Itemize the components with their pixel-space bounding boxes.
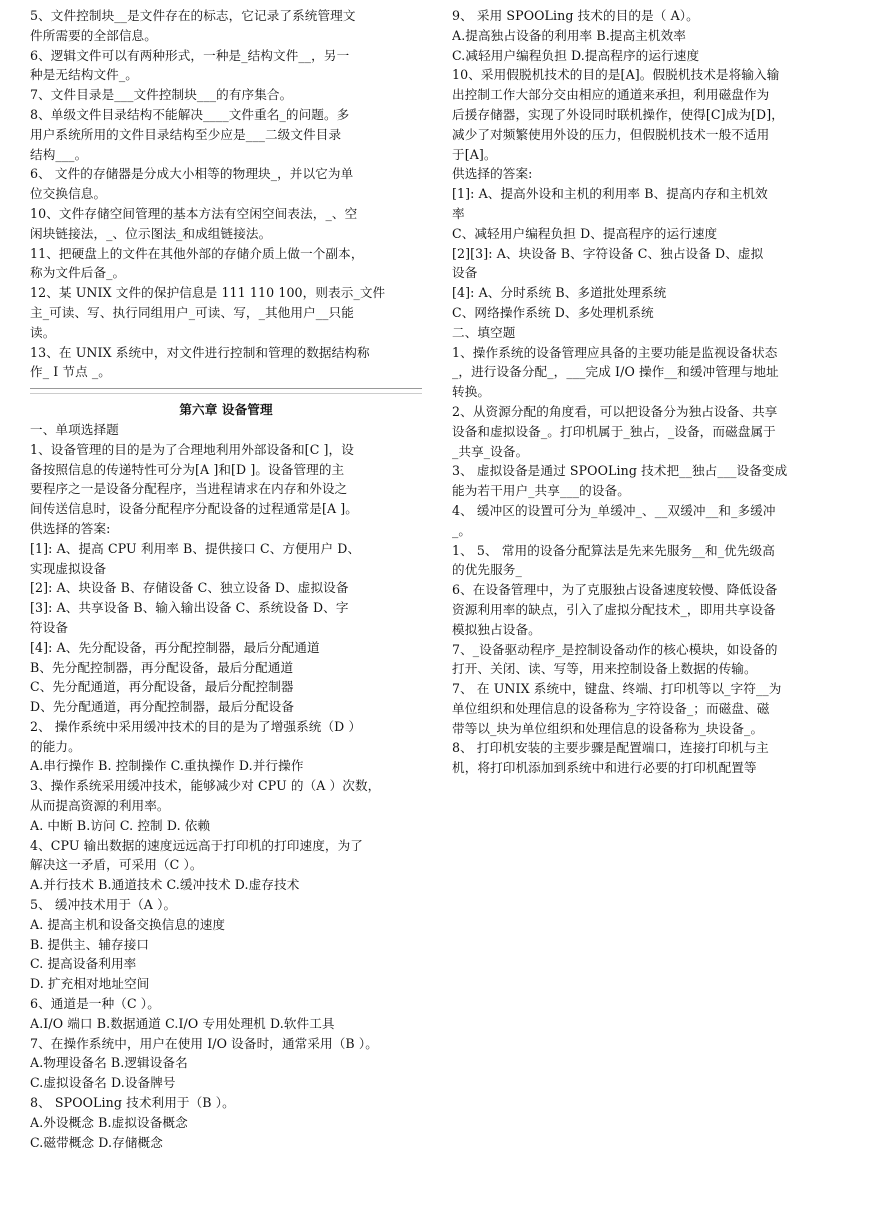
- text-line: C.磁带概念 D.存储概念: [30, 1134, 163, 1150]
- text-line: 6、逻辑文件可以有两种形式，一种是_结构文件__，另一: [30, 47, 350, 63]
- text-line: 2、 操作系统中采用缓冲技术的目的是为了增强系统（D ）: [30, 718, 362, 734]
- text-line: 资源利用率的缺点，引入了虚拟分配技术_，即用共享设备: [452, 601, 776, 617]
- text-line: C、网络操作系统 D、多处理机系统: [452, 304, 654, 320]
- text-line: C.虚拟设备名 D.设备牌号: [30, 1075, 176, 1091]
- text-line: A. 提高主机和设备交换信息的速度: [30, 916, 226, 932]
- text-line: 转换。: [452, 384, 491, 400]
- text-line: 作_ I 节点 _。: [30, 364, 111, 380]
- text-line: 种是无结构文件_。: [30, 67, 138, 83]
- text-line: 间传送信息时，设备分配程序分配设备的过程通常是[A ]。: [30, 501, 358, 517]
- text-line: 件所需要的全部信息。: [30, 27, 157, 43]
- text-line: A.并行技术 B.通道技术 C.缓冲技术 D.虚存技术: [30, 877, 300, 893]
- text-line: [4]: A、分时系统 B、多道批处理系统: [452, 285, 667, 301]
- text-line: [2][3]: A、块设备 B、字符设备 C、独占设备 D、虚拟: [452, 245, 764, 261]
- text-line: 12、某 UNIX 文件的保护信息是 111 110 100，则表示_文件: [30, 285, 386, 301]
- text-line: 解决这一矛盾，可采用（C ）。: [30, 857, 203, 873]
- text-line: D、先分配通道，再分配控制器，最后分配设备: [30, 699, 295, 715]
- text-line: A.提高独占设备的利用率 B.提高主机效率: [452, 27, 686, 43]
- text-line: 位交换信息。: [30, 186, 107, 202]
- text-line: C.减轻用户编程负担 D.提高程序的运行速度: [452, 47, 700, 63]
- text-line: 8、 打印机安装的主要步骤是配置端口，连接打印机与主: [452, 740, 769, 756]
- text-line: A.外设概念 B.虚拟设备概念: [30, 1114, 188, 1130]
- text-line: 10、采用假脱机技术的目的是[A]。假脱机技术是将输入输: [452, 67, 780, 83]
- text-line: B、先分配控制器，再分配设备，最后分配通道: [30, 659, 294, 675]
- text-line: 1、操作系统的设备管理应具备的主要功能是监视设备状态: [452, 344, 778, 360]
- text-line: 读。: [30, 324, 56, 340]
- text-line: 打开、关闭、读、写等，用来控制设备上数据的传输。: [452, 661, 757, 677]
- text-line: B. 提供主、辅存接口: [30, 936, 150, 952]
- chapter-title: 第六章 设备管理: [179, 402, 273, 418]
- text-line: [1]: A、提高 CPU 利用率 B、提供接口 C、方便用户 D、: [30, 540, 361, 556]
- text-line: 供选择的答案:: [30, 520, 111, 536]
- text-line: 7、 在 UNIX 系统中，键盘、终端、打印机等以_字符__为: [452, 681, 782, 697]
- text-line: 5、 缓冲技术用于（A ）。: [30, 897, 177, 913]
- text-line: A.物理设备名 B.逻辑设备名: [30, 1055, 188, 1071]
- text-line: 6、通道是一种（C ）。: [30, 996, 160, 1012]
- text-line: 7、_设备驱动程序_是控制设备动作的核心模块，如设备的: [452, 641, 778, 657]
- section-divider-inner: [30, 393, 422, 394]
- text-line: 1、 5、 常用的设备分配算法是先来先服务__和_优先级高: [452, 542, 775, 558]
- text-line: 备按照信息的传递特性可分为[A ]和[D ]。设备管理的主: [30, 461, 345, 477]
- text-line: 称为文件后备_。: [30, 265, 126, 281]
- text-line: 闲块链接法，_、位示图法_和成组链接法。: [30, 225, 272, 241]
- text-line: D. 扩充相对地址空间: [30, 976, 150, 992]
- section-divider: [30, 388, 422, 389]
- text-line: 3、 虚拟设备是通过 SPOOLing 技术把__独占___设备变成: [452, 463, 788, 479]
- text-line: 供选择的答案:: [452, 166, 533, 182]
- text-line: C、先分配通道，再分配设备，最后分配控制器: [30, 679, 294, 695]
- text-line: 率: [452, 205, 465, 221]
- text-line: 用户系统所用的文件目录结构至少应是___二级文件目录: [30, 126, 342, 142]
- text-line: 设备: [452, 265, 478, 281]
- text-line: 6、 文件的存储器是分成大小相等的物理块_，并以它为单: [30, 166, 354, 182]
- text-line: 机，将打印机添加到系统中和进行必要的打印机配置等: [452, 760, 757, 776]
- text-line: 5、文件控制块__是文件存在的标志，它记录了系统管理文: [30, 8, 356, 23]
- text-line: 一、单项选择题: [30, 421, 119, 437]
- text-line: 8、单级文件目录结构不能解决____文件重名_的问题。多: [30, 106, 350, 122]
- text-line: 1、设备管理的目的是为了合理地利用外部设备和[C ]，设: [30, 441, 354, 457]
- text-line: A.串行操作 B. 控制操作 C.重执操作 D.并行操作: [30, 758, 304, 774]
- text-line: [4]: A、先分配设备，再分配控制器，最后分配通道: [30, 639, 320, 655]
- text-line: 要程序之一是设备分配程序，当进程请求在内存和外设之: [30, 481, 348, 497]
- text-line: 8、 SPOOLing 技术利用于（B ）。: [30, 1095, 235, 1111]
- text-line: [1]: A、提高外设和主机的利用率 B、提高内存和主机效: [452, 186, 768, 202]
- text-line: [3]: A、共享设备 B、输入输出设备 C、系统设备 D、字: [30, 600, 349, 616]
- right-column: [452, 6, 844, 778]
- text-line: C、减轻用户编程负担 D、提高程序的运行速度: [452, 225, 718, 241]
- text-line: 于[A]。: [452, 146, 497, 162]
- text-line: _，进行设备分配_，___完成 I/O 操作__和缓冲管理与地址: [452, 364, 779, 380]
- text-line: 二、填空题: [452, 324, 516, 340]
- text-line: 11、把硬盘上的文件在其他外部的存储介质上做一个副本，: [30, 245, 364, 261]
- text-line: 单位组织和处理信息的设备称为_字符设备_；而磁盘、磁: [452, 700, 770, 716]
- text-line: [2]: A、块设备 B、存储设备 C、独立设备 D、虚拟设备: [30, 580, 349, 596]
- text-line: 的优先服务_: [452, 562, 522, 578]
- text-line: 结构___。: [30, 146, 88, 162]
- text-line: 带等以_块为单位组织和处理信息的设备称为_块设备_。: [452, 720, 764, 736]
- text-line: 出控制工作大部分交由相应的通道来承担，利用磁盘作为: [452, 87, 770, 103]
- text-line: 主_可读、写、执行同组用户_可读、写，_其他用户__只能: [30, 304, 354, 320]
- left-column: [30, 6, 422, 1152]
- text-line: 能为若干用户_共享___的设备。: [452, 483, 630, 499]
- text-line: 10、文件存储空间管理的基本方法有空闲空间表法，_、空: [30, 205, 358, 221]
- text-line: 7、在操作系统中，用户在使用 I/O 设备时，通常采用（B ）。: [30, 1035, 378, 1051]
- text-line: 减少了对频繁使用外设的压力，但假脱机技术一般不适用: [452, 126, 770, 142]
- text-line: A. 中断 B.访问 C. 控制 D. 依赖: [30, 817, 211, 833]
- text-line: 4、CPU 输出数据的速度远远高于打印机的打印速度，为了: [30, 837, 363, 853]
- text-line: _。: [452, 522, 472, 538]
- text-line: 的能力。: [30, 738, 81, 754]
- text-line: 9、 采用 SPOOLing 技术的目的是（ A）。: [452, 8, 699, 23]
- text-line: 符设备: [30, 619, 69, 635]
- text-line: C. 提高设备利用率: [30, 956, 137, 972]
- text-line: 6、在设备管理中，为了克服独占设备速度较慢、降低设备: [452, 582, 778, 598]
- text-line: A.I/O 端口 B.数据通道 C.I/O 专用处理机 D.软件工具: [30, 1015, 335, 1031]
- text-line: _共享_设备。: [452, 443, 529, 459]
- text-line: 7、文件目录是___文件控制块___的有序集合。: [30, 87, 293, 103]
- text-line: 模拟独占设备。: [452, 621, 541, 637]
- text-line: 从而提高资源的利用率。: [30, 798, 170, 814]
- text-line: 2、从资源分配的角度看，可以把设备分为独占设备、共享: [452, 403, 778, 419]
- text-line: 设备和虚拟设备_。打印机属于_独占，_设备，而磁盘属于: [452, 423, 776, 439]
- text-line: 后援存储器，实现了外设同时联机操作，使得[C]成为[D]，: [452, 106, 784, 122]
- text-line: 13、在 UNIX 系统中，对文件进行控制和管理的数据结构称: [30, 344, 370, 360]
- text-line: 4、 缓冲区的设置可分为_单缓冲_、__双缓冲__和_多缓冲: [452, 502, 776, 518]
- text-line: 实现虚拟设备: [30, 560, 107, 576]
- text-line: 3、操作系统采用缓冲技术，能够减少对 CPU 的（A ）次数，: [30, 778, 381, 794]
